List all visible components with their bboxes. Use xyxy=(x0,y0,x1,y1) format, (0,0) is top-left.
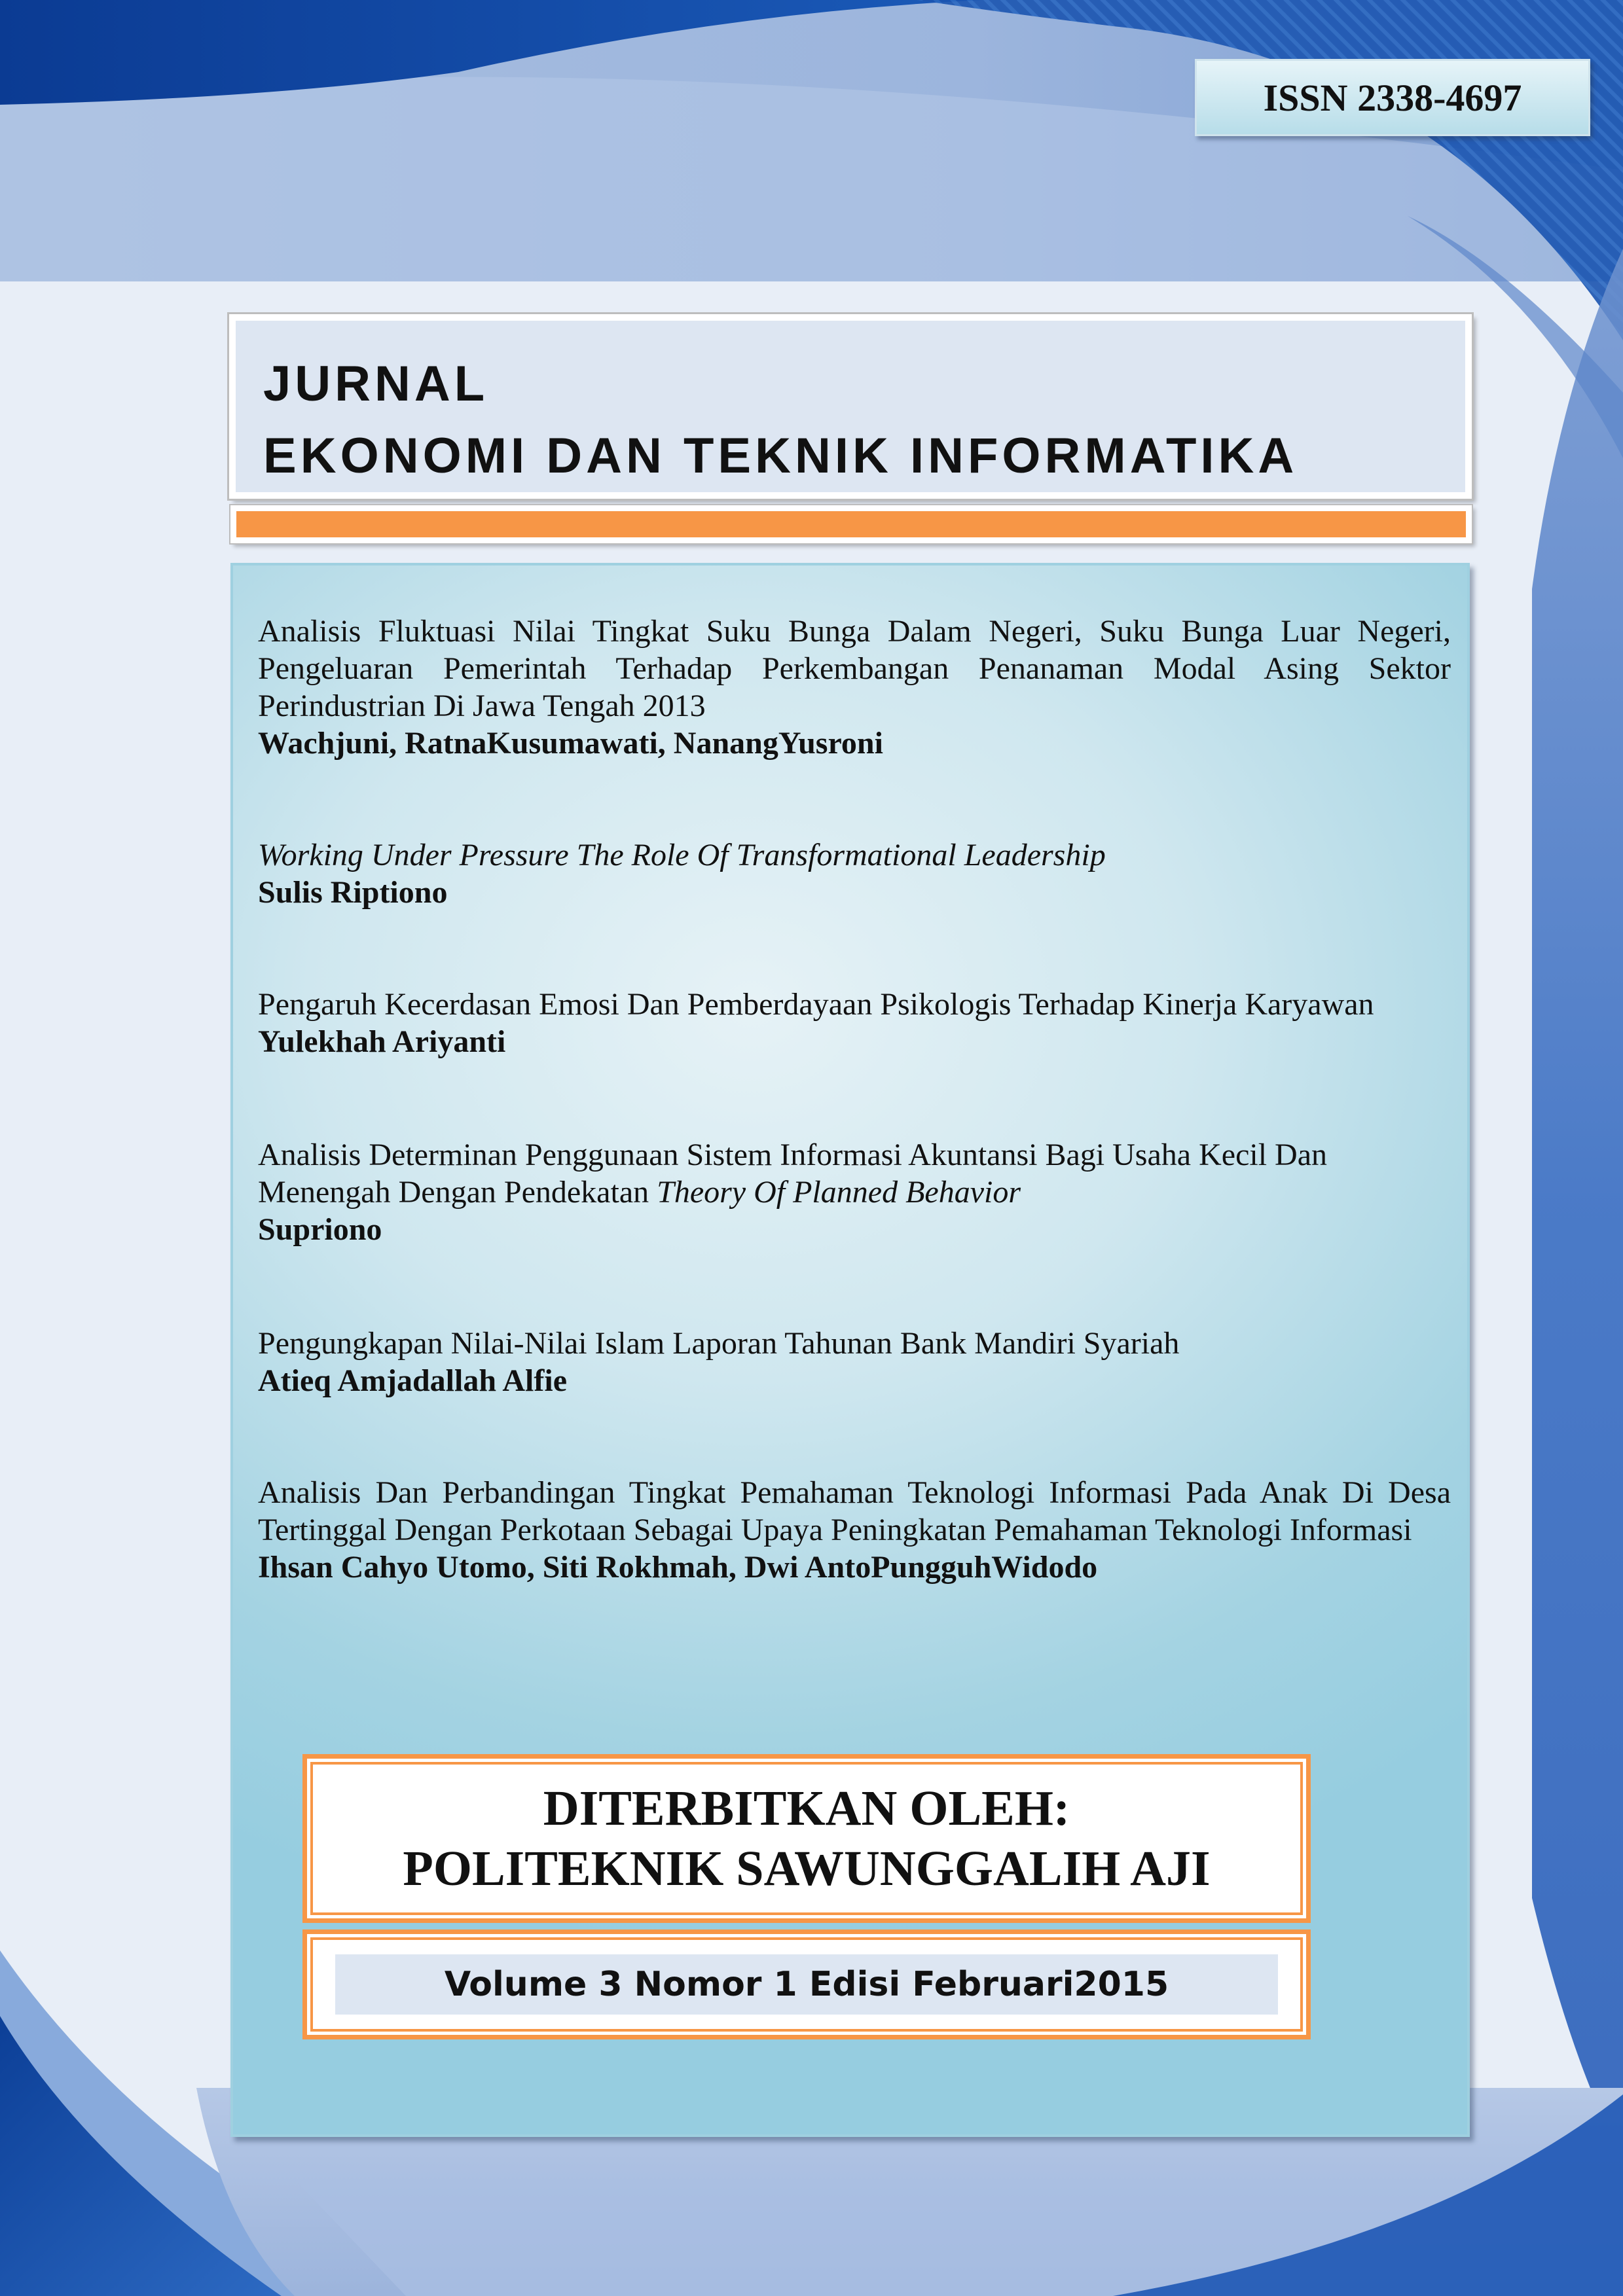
article-authors: Ihsan Cahyo Utomo, Siti Rokhmah, Dwi AntoPungguhWidodo xyxy=(258,1550,1098,1585)
issn-badge: ISSN 2338-4697 xyxy=(1195,59,1590,136)
publisher-inner xyxy=(310,1762,1303,1915)
article-authors: Atieq Amjadallah Alfie xyxy=(258,1363,568,1398)
volume-info: Volume 3 Nomor 1 Edisi Februari2015 xyxy=(335,1954,1278,2015)
article-item xyxy=(258,1325,1451,1399)
publisher-label: DITERBITKAN OLEH: xyxy=(543,1781,1070,1836)
article-authors: Sulis Riptiono xyxy=(258,875,448,910)
journal-title-box xyxy=(229,314,1472,499)
article-authors: Supriono xyxy=(258,1212,382,1247)
volume-box xyxy=(302,1929,1311,2039)
article-item xyxy=(258,836,1451,911)
article-title: Analisis Dan Perbandingan Tingkat Pemahaman Teknologi Informasi Pada Anak Di Desa Tertinggal Dengan Perkotaan Sebagai Upaya Peningkatan Pemahaman Teknologi Informasi xyxy=(258,1475,1451,1547)
article-title-italic: Theory Of Planned Behavior xyxy=(657,1175,1021,1210)
article-item xyxy=(258,1474,1451,1586)
article-authors: Wachjuni, RatnaKusumawati, NanangYusroni xyxy=(258,726,883,761)
journal-title-line-2: EKONOMI DAN TEKNIK INFORMATIKA xyxy=(263,428,1298,484)
publisher-name: POLITEKNIK SAWUNGGALIH AJI xyxy=(403,1841,1211,1896)
article-title: Analisis Fluktuasi Nilai Tingkat Suku Bunga Dalam Negeri, Suku Bunga Luar Negeri, Pengeluaran Pemerintah Terhadap Perkembangan Penanaman Modal Asing Sektor Perindustrian Di Jawa Tengah 2013 xyxy=(258,614,1451,723)
volume-inner xyxy=(310,1937,1303,2032)
article-title: Pengaruh Kecerdasan Emosi Dan Pemberdayaan Psikologis Terhadap Kinerja Karyawan xyxy=(258,987,1374,1022)
journal-title-line-1: JURNAL xyxy=(263,356,489,412)
publisher-box xyxy=(302,1754,1311,1923)
orange-divider-bar xyxy=(230,505,1472,543)
article-title: Pengungkapan Nilai-Nilai Islam Laporan Tahunan Bank Mandiri Syariah xyxy=(258,1326,1180,1361)
article-item xyxy=(258,986,1451,1060)
article-title-main: Analisis Determinan Penggunaan Sistem Informasi Akuntansi Bagi Usaha Kecil Dan Menengah Dengan Pendekatan xyxy=(258,1138,1328,1210)
article-title xyxy=(258,1136,1451,1211)
article-item xyxy=(258,613,1451,762)
article-title: Working Under Pressure The Role Of Transformational Leadership xyxy=(258,838,1106,872)
article-authors: Yulekhah Ariyanti xyxy=(258,1024,506,1059)
article-item xyxy=(258,1136,1451,1248)
